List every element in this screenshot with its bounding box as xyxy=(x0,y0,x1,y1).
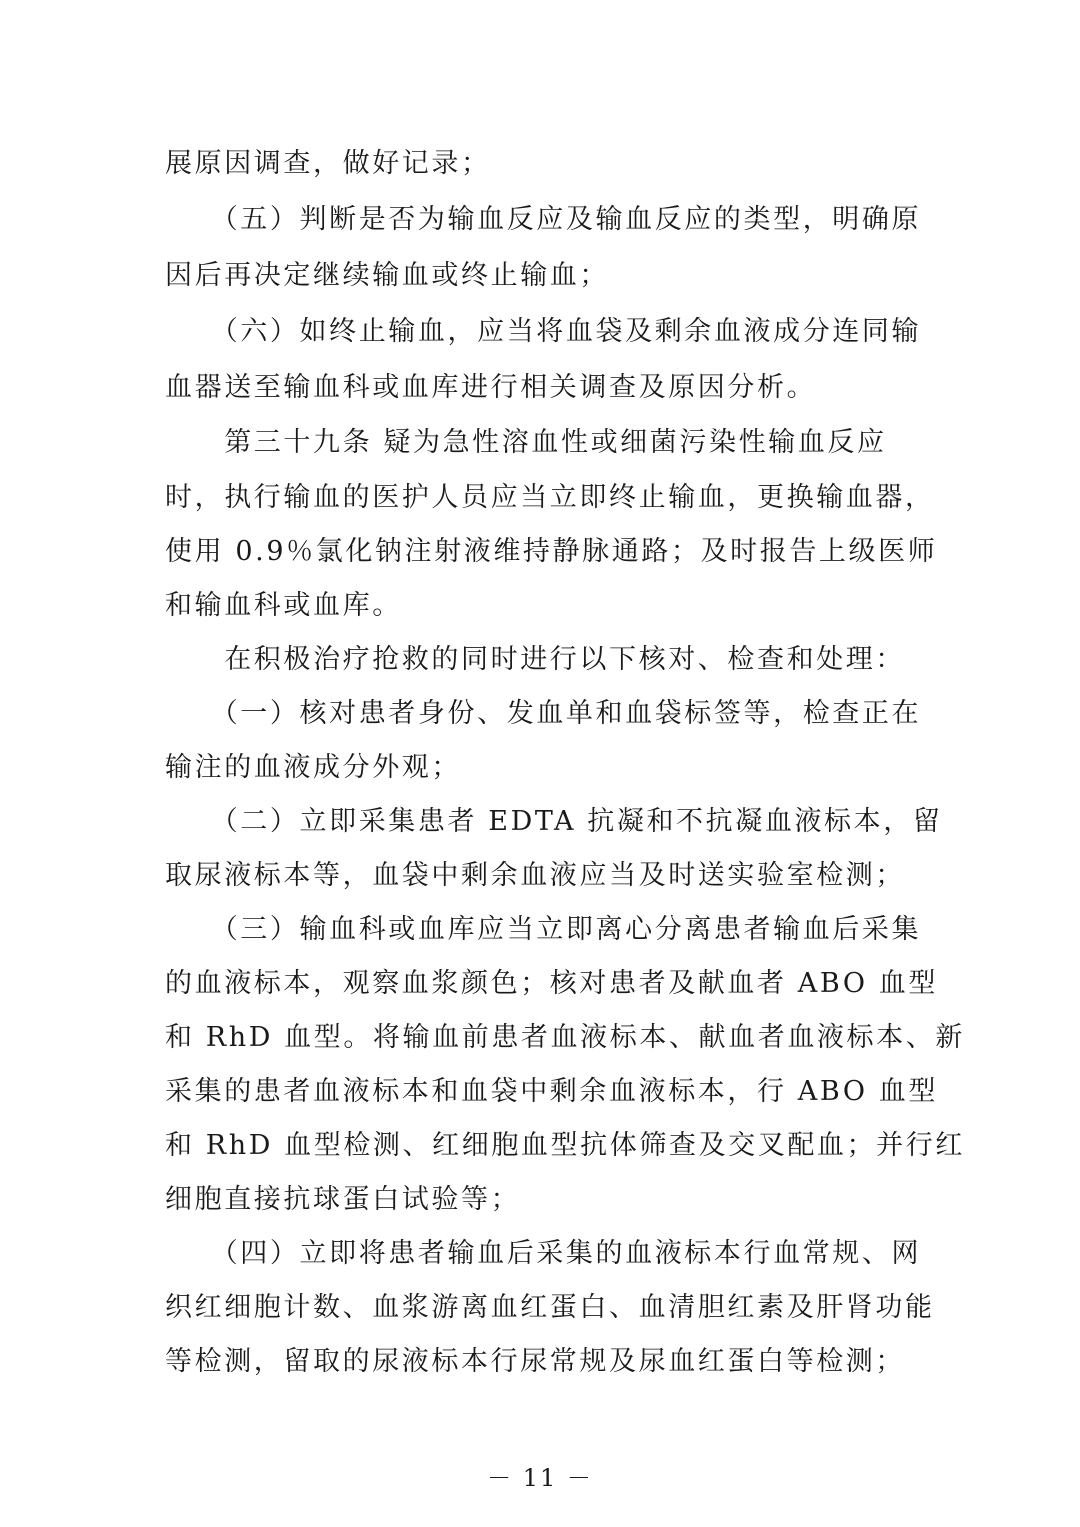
text-line: 输注的血液成分外观； xyxy=(165,752,461,783)
text-line: 和 RhD 血型检测、红细胞血型抗体筛查及交叉配血；并行红 xyxy=(165,1130,965,1161)
text-line: 在积极治疗抢救的同时进行以下核对、检查和处理： xyxy=(165,644,905,675)
text-line: 和输血科或血库。 xyxy=(165,590,402,621)
text-line: 展原因调查，做好记录； xyxy=(165,148,491,179)
text-line: 因后再决定继续输血或终止输血； xyxy=(165,260,609,291)
text-line: 的血液标本，观察血浆颜色；核对患者及献血者 ABO 血型 xyxy=(165,968,938,999)
text-line: （五）判断是否为输血反应及输血反应的类型，明确原 xyxy=(165,204,922,235)
text-line: （二）立即采集患者 EDTA 抗凝和不抗凝血液标本，留 xyxy=(165,806,943,837)
text-line: 使用 0.9％氯化钠注射液维持静脉通路；及时报告上级医师 xyxy=(165,536,938,567)
text-line: 血器送至输血科或血库进行相关调查及原因分析。 xyxy=(165,372,817,403)
text-line: （三）输血科或血库应当立即离心分离患者输血后采集 xyxy=(165,914,922,945)
page-number: － 11 － xyxy=(487,1464,593,1492)
text-line: 取尿液标本等，血袋中剩余血液应当及时送实验室检测； xyxy=(165,860,905,891)
text-line: 细胞直接抗球蛋白试验等； xyxy=(165,1184,521,1215)
text-line: 第三十九条 疑为急性溶血性或细菌污染性输血反应 xyxy=(165,427,887,458)
text-line: （四）立即将患者输血后采集的血液标本行血常规、网 xyxy=(165,1238,922,1269)
text-line: （六）如终止输血，应当将血袋及剩余血液成分连同输 xyxy=(165,316,922,347)
text-line: 等检测，留取的尿液标本行尿常规及尿血红蛋白等检测； xyxy=(165,1346,905,1377)
text-line: 采集的患者血液标本和血袋中剩余血液标本，行 ABO 血型 xyxy=(165,1076,938,1107)
text-line: 织红细胞计数、血浆游离血红蛋白、血清胆红素及肝肾功能 xyxy=(165,1292,935,1323)
text-line: 和 RhD 血型。将输血前患者血液标本、献血者血液标本、新 xyxy=(165,1022,965,1053)
text-line: 时，执行输血的医护人员应当立即终止输血，更换输血器， xyxy=(165,482,935,513)
text-line: （一）核对患者身份、发血单和血袋标签等，检查正在 xyxy=(165,698,922,729)
